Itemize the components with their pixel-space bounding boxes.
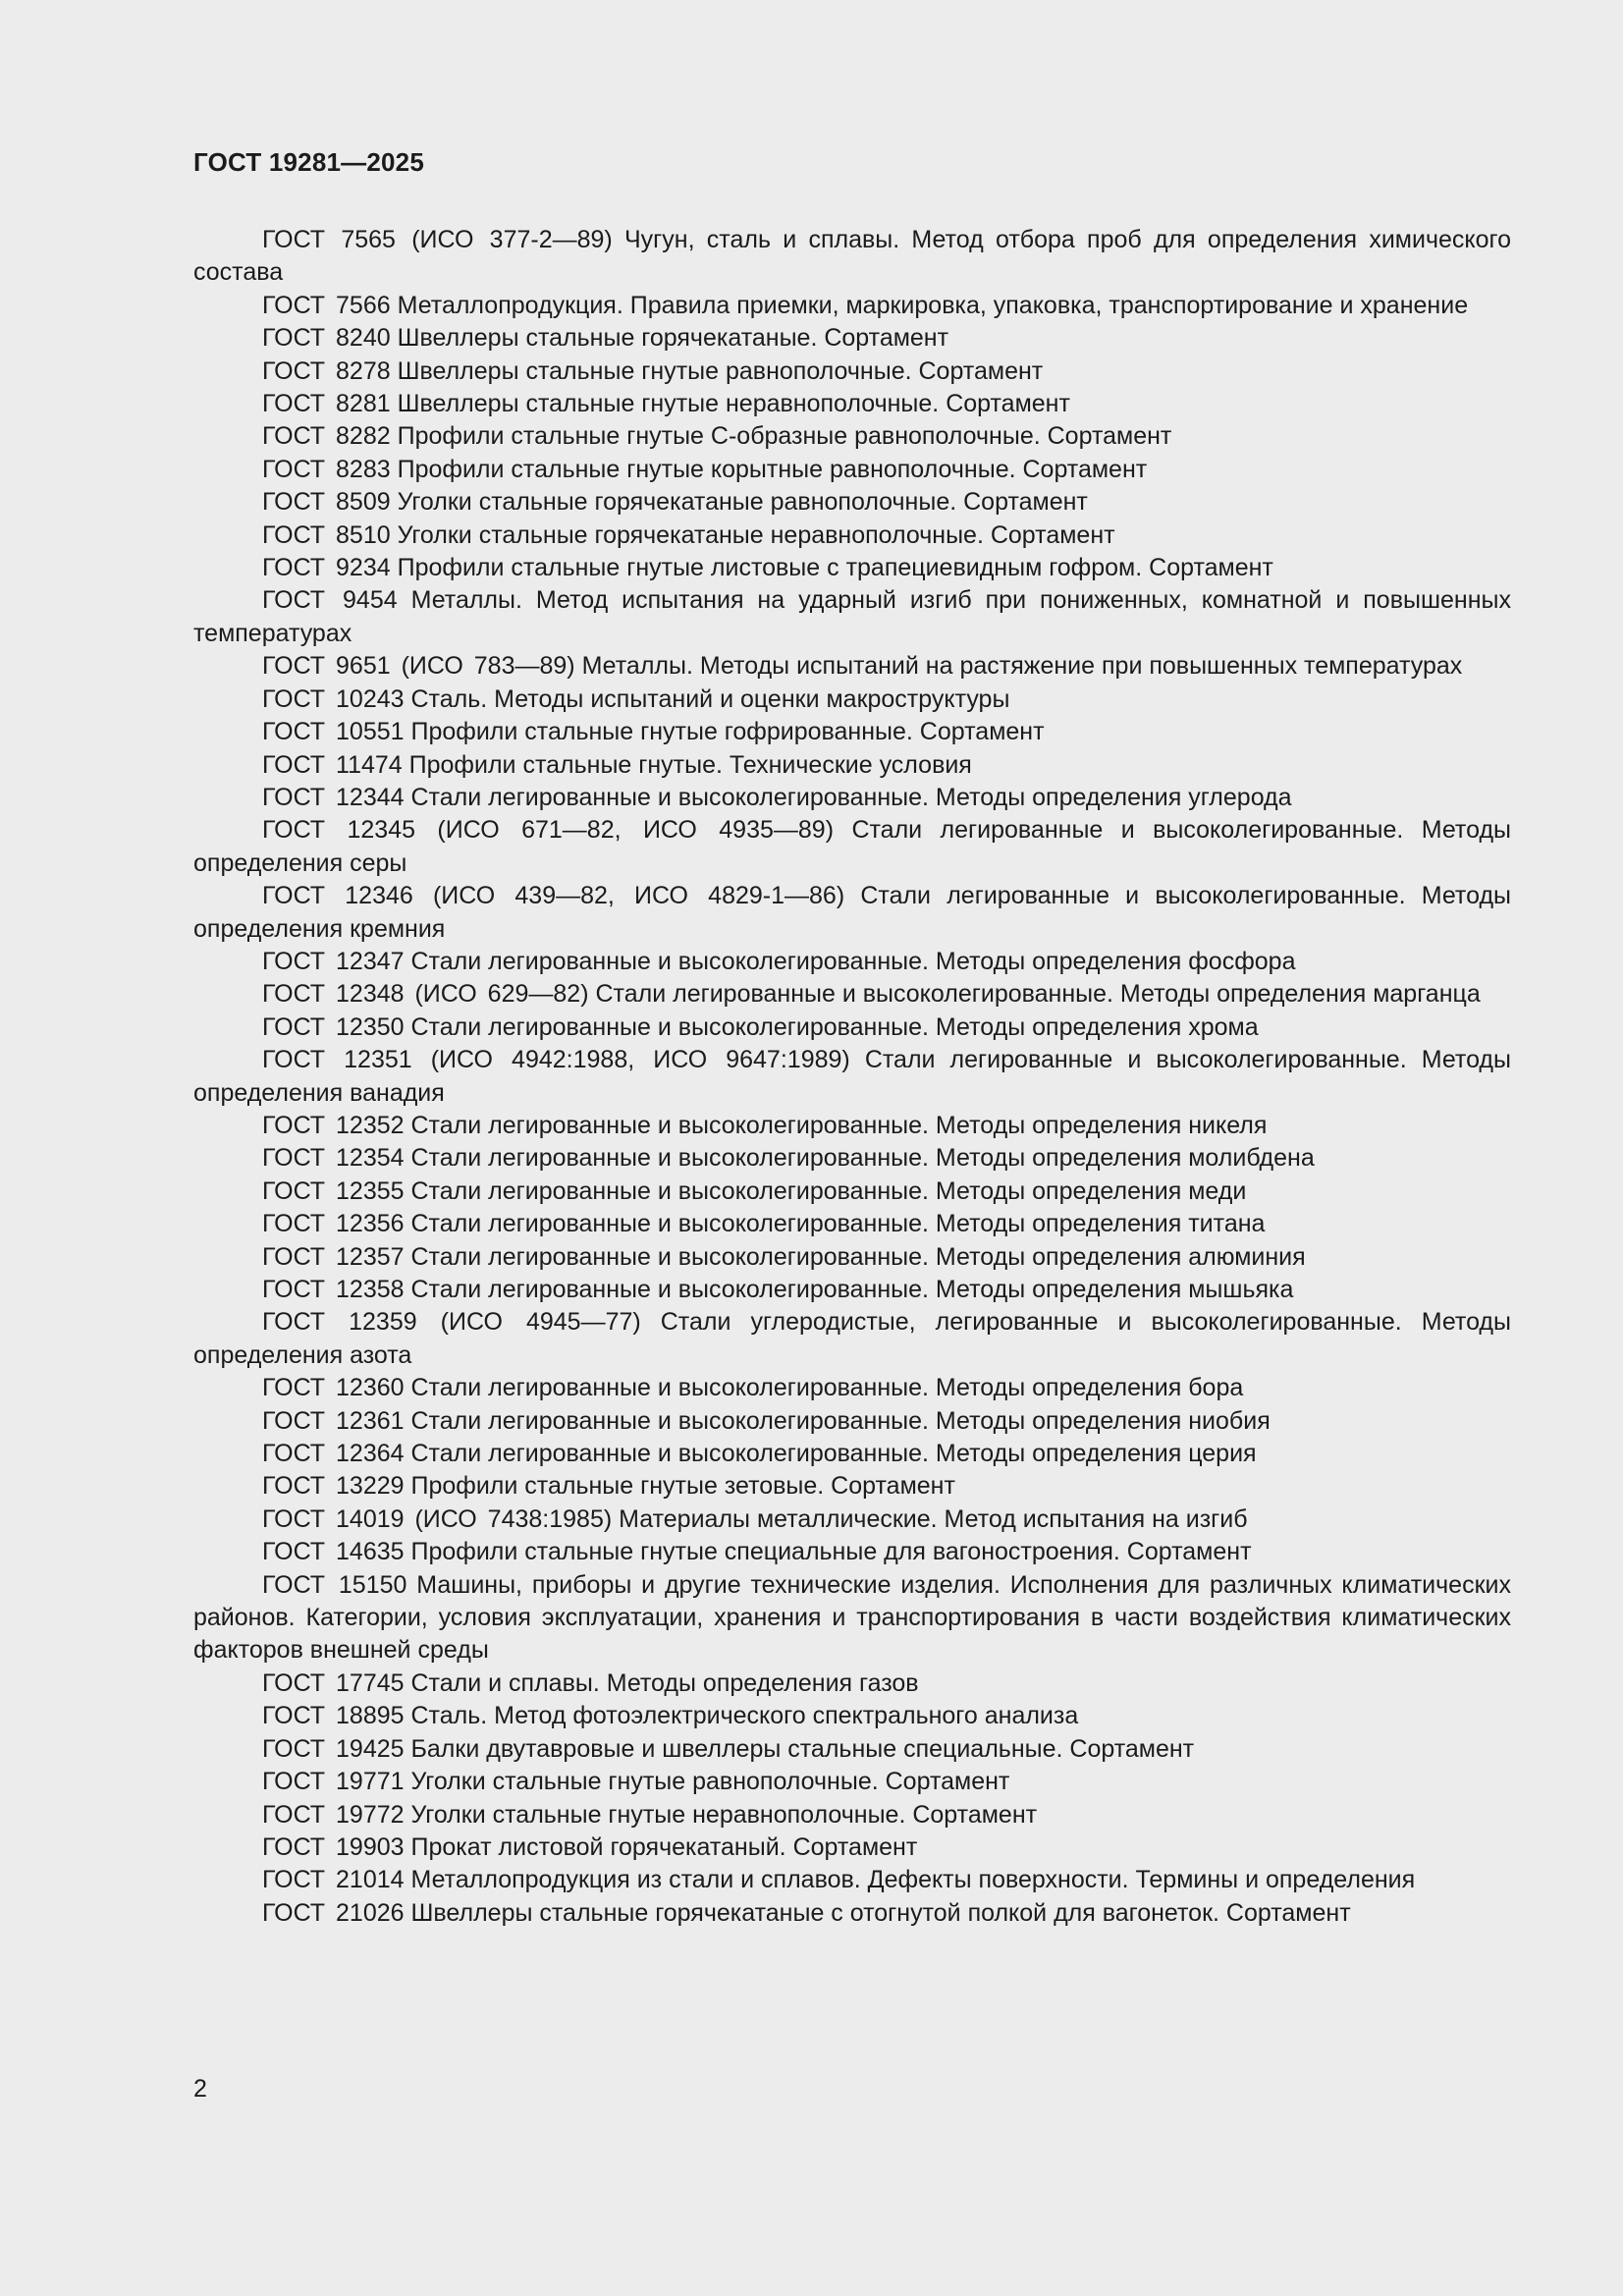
reference-code: ГОСТ 12361 [262, 1406, 405, 1435]
document-header: ГОСТ 19281—2025 [193, 147, 424, 177]
reference-item [193, 946, 1511, 978]
reference-code: ГОСТ 12356 [262, 1210, 405, 1238]
reference-code: ГОСТ 8282 [262, 422, 391, 451]
reference-item [193, 420, 1511, 453]
reference-code: ГОСТ 17745 [262, 1668, 405, 1697]
reference-code: ГОСТ 12364 [262, 1440, 405, 1468]
reference-code: ГОСТ 12346 (ИСО 439—82, ИСО 4829-1—86) [262, 882, 845, 910]
reference-code: ГОСТ 8283 [262, 455, 391, 483]
reference-title: Стали легированные и высоколегированные. Методы определения серы [193, 816, 1511, 877]
reference-item [193, 1044, 1511, 1110]
reference-item [193, 1470, 1511, 1503]
reference-code: ГОСТ 9651 (ИСО 783—89) [262, 652, 575, 681]
reference-title: Стали легированные и высоколегированные. Методы определения титана [410, 1210, 1266, 1238]
reference-title: Стали углеродистые, легированные и высоколегированные. Методы определения азота [193, 1308, 1511, 1369]
reference-title: Швеллеры стальные гнутые неравнополочные. Сортамент [397, 390, 1070, 418]
reference-title: Профили стальные гнутые специальные для вагоностроения. Сортамент [410, 1538, 1252, 1566]
reference-title: Стали легированные и высоколегированные. Методы определения ванадия [193, 1046, 1511, 1107]
reference-item [193, 1700, 1511, 1732]
reference-code: ГОСТ 11474 [262, 750, 403, 779]
reference-item [193, 650, 1511, 683]
reference-title: Стали легированные и высоколегированные. Методы определения хрома [410, 1012, 1259, 1041]
reference-title: Профили стальные гнутые листовые с трапециевидным гофром. Сортамент [397, 554, 1273, 582]
reference-item [193, 1306, 1511, 1372]
reference-title: Стали легированные и высоколегированные. Методы определения меди [410, 1176, 1247, 1205]
reference-code: ГОСТ 21026 [262, 1898, 405, 1927]
reference-item [193, 1142, 1511, 1175]
reference-code: ГОСТ 7566 [262, 291, 391, 319]
reference-code: ГОСТ 12344 [262, 783, 405, 811]
reference-item [193, 1864, 1511, 1896]
reference-title: Сталь. Методы испытаний и оценки макроструктуры [410, 684, 1010, 713]
reference-title: Стали легированные и высоколегированные. Методы определения марганца [595, 980, 1481, 1009]
reference-item [193, 978, 1511, 1011]
reference-item [193, 355, 1511, 388]
reference-code: ГОСТ 12358 [262, 1276, 405, 1303]
reference-title: Металлы. Метод испытания на ударный изгиб при пониженных, комнатной и повышенных температурах [193, 586, 1511, 647]
reference-code: ГОСТ 12352 [262, 1111, 405, 1139]
reference-item [193, 1503, 1511, 1536]
reference-title: Профили стальные гнутые. Технические условия [408, 750, 972, 779]
reference-title: Стали легированные и высоколегированные. Методы определения углерода [410, 783, 1292, 811]
reference-code: ГОСТ 8509 [262, 488, 391, 517]
reference-title: Профили стальные гнутые зетовые. Сортамент [410, 1472, 955, 1501]
reference-code: ГОСТ 8510 [262, 520, 391, 549]
reference-code: ГОСТ 8278 [262, 356, 391, 385]
reference-item [193, 1274, 1511, 1306]
reference-code: ГОСТ 12347 [262, 947, 405, 975]
reference-item [193, 749, 1511, 782]
reference-code: ГОСТ 12357 [262, 1242, 405, 1271]
reference-title: Сталь. Метод фотоэлектрического спектрального анализа [410, 1702, 1079, 1730]
reference-title: Стали легированные и высоколегированные. Методы определения никеля [410, 1111, 1268, 1139]
reference-code: ГОСТ 9234 [262, 554, 391, 582]
reference-title: Профили стальные гнутые гофрированные. Сортамент [410, 718, 1045, 746]
reference-code: ГОСТ 12360 [262, 1374, 405, 1402]
reference-code: ГОСТ 8281 [262, 390, 391, 418]
reference-item [193, 1831, 1511, 1864]
reference-item [193, 1897, 1511, 1930]
reference-code: ГОСТ 10551 [262, 718, 405, 746]
reference-item [193, 1110, 1511, 1142]
reference-code: ГОСТ 19771 [262, 1768, 405, 1796]
reference-code: ГОСТ 13229 [262, 1472, 405, 1501]
reference-title: Уголки стальные горячекатаные неравнополочные. Сортамент [397, 520, 1115, 549]
reference-code: ГОСТ 19903 [262, 1832, 405, 1861]
page-number: 2 [193, 2075, 207, 2103]
reference-code: ГОСТ 19772 [262, 1800, 405, 1829]
reference-item [193, 454, 1511, 486]
reference-title: Стали легированные и высоколегированные. Методы определения фосфора [410, 947, 1296, 975]
reference-item [193, 782, 1511, 814]
reference-item [193, 1733, 1511, 1766]
reference-item [193, 814, 1511, 880]
reference-item [193, 486, 1511, 519]
reference-code: ГОСТ 12348 (ИСО 629—82) [262, 980, 589, 1009]
reference-title: Материалы металлические. Метод испытания на изгиб [619, 1504, 1248, 1533]
reference-item [193, 552, 1511, 584]
reference-code: ГОСТ 7565 (ИСО 377-2—89) [262, 226, 613, 253]
reference-title: Стали легированные и высоколегированные. Методы определения алюминия [410, 1242, 1306, 1271]
reference-title: Уголки стальные гнутые неравнополочные. Сортамент [410, 1800, 1038, 1829]
reference-code: ГОСТ 14019 (ИСО 7438:1985) [262, 1504, 613, 1533]
reference-code: ГОСТ 10243 [262, 684, 405, 713]
reference-title: Профили стальные гнутые С-образные равнополочные. Сортамент [397, 422, 1172, 451]
reference-code: ГОСТ 12350 [262, 1012, 405, 1041]
reference-code: ГОСТ 9454 [262, 586, 398, 615]
reference-code: ГОСТ 12359 (ИСО 4945—77) [262, 1308, 641, 1337]
reference-item [193, 1372, 1511, 1404]
reference-title: Уголки стальные гнутые равнополочные. Сортамент [410, 1768, 1010, 1796]
reference-item [193, 519, 1511, 552]
reference-title: Стали легированные и высоколегированные. Методы определения молибдена [410, 1144, 1315, 1173]
reference-item [193, 1438, 1511, 1470]
reference-title: Швеллеры стальные горячекатаные. Сортамент [397, 324, 949, 353]
reference-title: Швеллеры стальные гнутые равнополочные. Сортамент [397, 356, 1044, 385]
reference-title: Стали легированные и высоколегированные. Методы определения церия [410, 1440, 1257, 1468]
reference-title: Металлы. Методы испытаний на растяжение при повышенных температурах [581, 652, 1463, 681]
reference-item [193, 1011, 1511, 1044]
normative-references-list [193, 224, 1511, 1930]
reference-code: ГОСТ 19425 [262, 1734, 405, 1763]
reference-item [193, 1208, 1511, 1240]
reference-title: Прокат листовой горячекатаный. Сортамент [410, 1832, 918, 1861]
reference-code: ГОСТ 18895 [262, 1702, 405, 1730]
reference-item [193, 1405, 1511, 1438]
reference-item [193, 388, 1511, 420]
reference-item [193, 1569, 1511, 1667]
reference-title: Уголки стальные горячекатаные равнополочные. Сортамент [397, 488, 1088, 517]
reference-code: ГОСТ 15150 [262, 1570, 407, 1599]
reference-title: Стали легированные и высоколегированные. Методы определения кремния [193, 882, 1511, 943]
reference-item [193, 1536, 1511, 1568]
reference-code: ГОСТ 8240 [262, 324, 391, 353]
reference-item [193, 322, 1511, 355]
reference-title: Балки двутавровые и швеллеры стальные специальные. Сортамент [410, 1734, 1195, 1763]
reference-code: ГОСТ 21014 [262, 1866, 405, 1894]
reference-item [193, 1766, 1511, 1798]
reference-code: ГОСТ 12351 (ИСО 4942:1988, ИСО 9647:1989) [262, 1046, 850, 1074]
reference-item [193, 1175, 1511, 1208]
reference-title: Швеллеры стальные горячекатаные с отогнутой полкой для вагонеток. Сортамент [410, 1898, 1351, 1927]
reference-title: Стали легированные и высоколегированные. Методы определения ниобия [410, 1406, 1271, 1435]
reference-title: Профили стальные гнутые корытные равнополочные. Сортамент [397, 455, 1148, 483]
reference-item [193, 1241, 1511, 1274]
reference-title: Машины, приборы и другие технические изделия. Исполнения для различных климатических районов. Категории, условия эксплуатации, хранения и транспортирования в части воздействия климатических факторов внешней среды [193, 1570, 1511, 1665]
reference-code: ГОСТ 14635 [262, 1538, 405, 1566]
reference-item [193, 683, 1511, 716]
reference-title: Стали легированные и высоколегированные. Методы определения бора [410, 1374, 1244, 1402]
reference-code: ГОСТ 12345 (ИСО 671—82, ИСО 4935—89) [262, 816, 835, 845]
reference-title: Стали легированные и высоколегированные. Методы определения мышьяка [410, 1276, 1294, 1303]
reference-title: Чугун, сталь и сплавы. Метод отбора проб для определения химического состава [193, 226, 1511, 287]
reference-item [193, 880, 1511, 946]
reference-title: Стали и сплавы. Методы определения газов [410, 1668, 919, 1697]
reference-item [193, 224, 1511, 290]
reference-code: ГОСТ 12355 [262, 1176, 405, 1205]
reference-title: Металлопродукция из стали и сплавов. Дефекты поверхности. Термины и определения [410, 1866, 1416, 1894]
reference-item [193, 290, 1511, 322]
reference-item [193, 1799, 1511, 1831]
reference-item [193, 716, 1511, 748]
reference-item [193, 584, 1511, 650]
reference-item [193, 1667, 1511, 1700]
reference-title: Металлопродукция. Правила приемки, маркировка, упаковка, транспортирование и хранение [397, 291, 1469, 319]
reference-code: ГОСТ 12354 [262, 1144, 405, 1173]
